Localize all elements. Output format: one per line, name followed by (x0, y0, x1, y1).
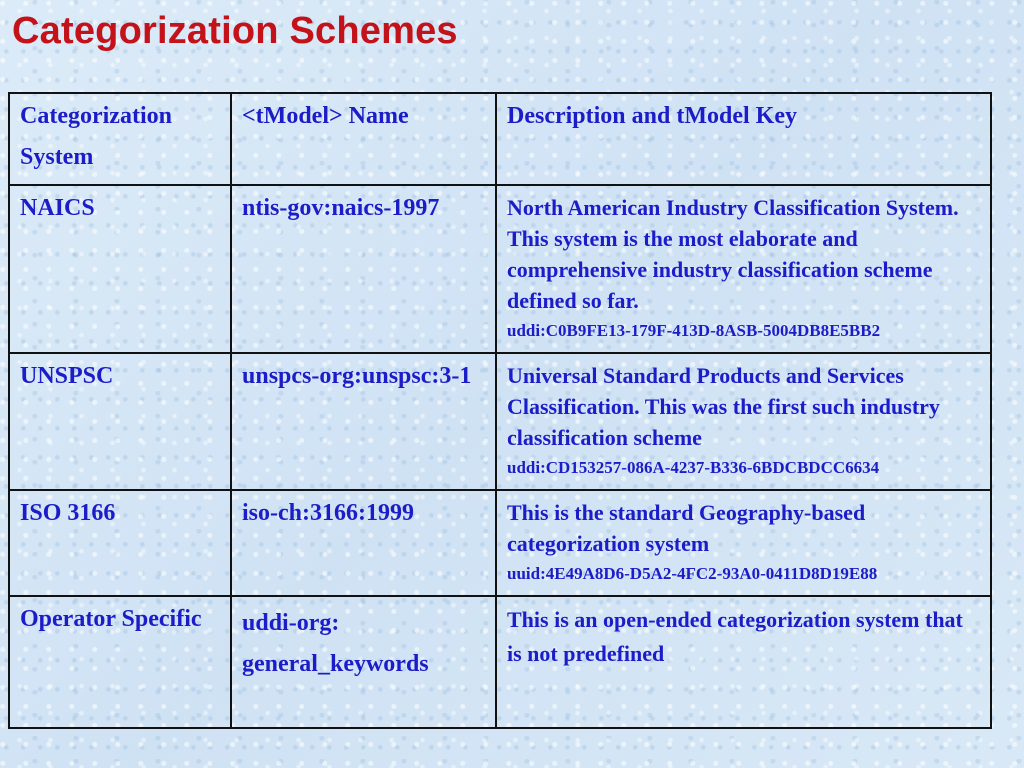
description-text: Universal Standard Products and Services Classification. This was the first such industry classification scheme (507, 363, 940, 450)
tmodel-key: uddi:C0B9FE13-179F-413D-8ASB-5004DB8E5BB2 (507, 321, 881, 340)
tmodel-cell: iso-ch:3166:1999 (231, 490, 496, 596)
table-row-naics (9, 185, 991, 353)
slide-title: Categorization Schemes (12, 10, 458, 52)
tmodel-cell: uddi-org: general_keywords (231, 596, 496, 728)
system-cell: NAICS (9, 185, 231, 353)
categorization-schemes-table (8, 92, 992, 729)
description-text: North American Industry Classification System. This system is the most elaborate and comprehensive industry classification scheme defined so far. (507, 195, 959, 313)
description-cell (496, 490, 991, 596)
tmodel-cell: ntis-gov:naics-1997 (231, 185, 496, 353)
table-header-row (9, 93, 991, 185)
system-cell: ISO 3166 (9, 490, 231, 596)
description-text: This is the standard Geography-based categorization system (507, 500, 866, 556)
tmodel-cell: unspcs-org:unspsc:3-1 (231, 353, 496, 490)
tmodel-key: uddi:CD153257-086A-4237-B336-6BDCBDCC6634 (507, 458, 880, 477)
tmodel-key: uuid:4E49A8D6-D5A2-4FC2-93A0-0411D8D19E88 (507, 564, 878, 583)
system-cell: Operator Specific (9, 596, 231, 728)
description-cell (496, 185, 991, 353)
table-row-operator-specific (9, 596, 991, 728)
table-row-iso3166 (9, 490, 991, 596)
table-row-unspsc (9, 353, 991, 490)
description-text: This is an open-ended categorization system that is not predefined (507, 607, 963, 666)
header-tmodel-name: <tModel> Name (231, 93, 496, 185)
header-description-key: Description and tModel Key (496, 93, 991, 185)
description-cell (496, 353, 991, 490)
header-categorization-system: Categorization System (9, 93, 231, 185)
system-cell: UNSPSC (9, 353, 231, 490)
description-cell (496, 596, 991, 728)
